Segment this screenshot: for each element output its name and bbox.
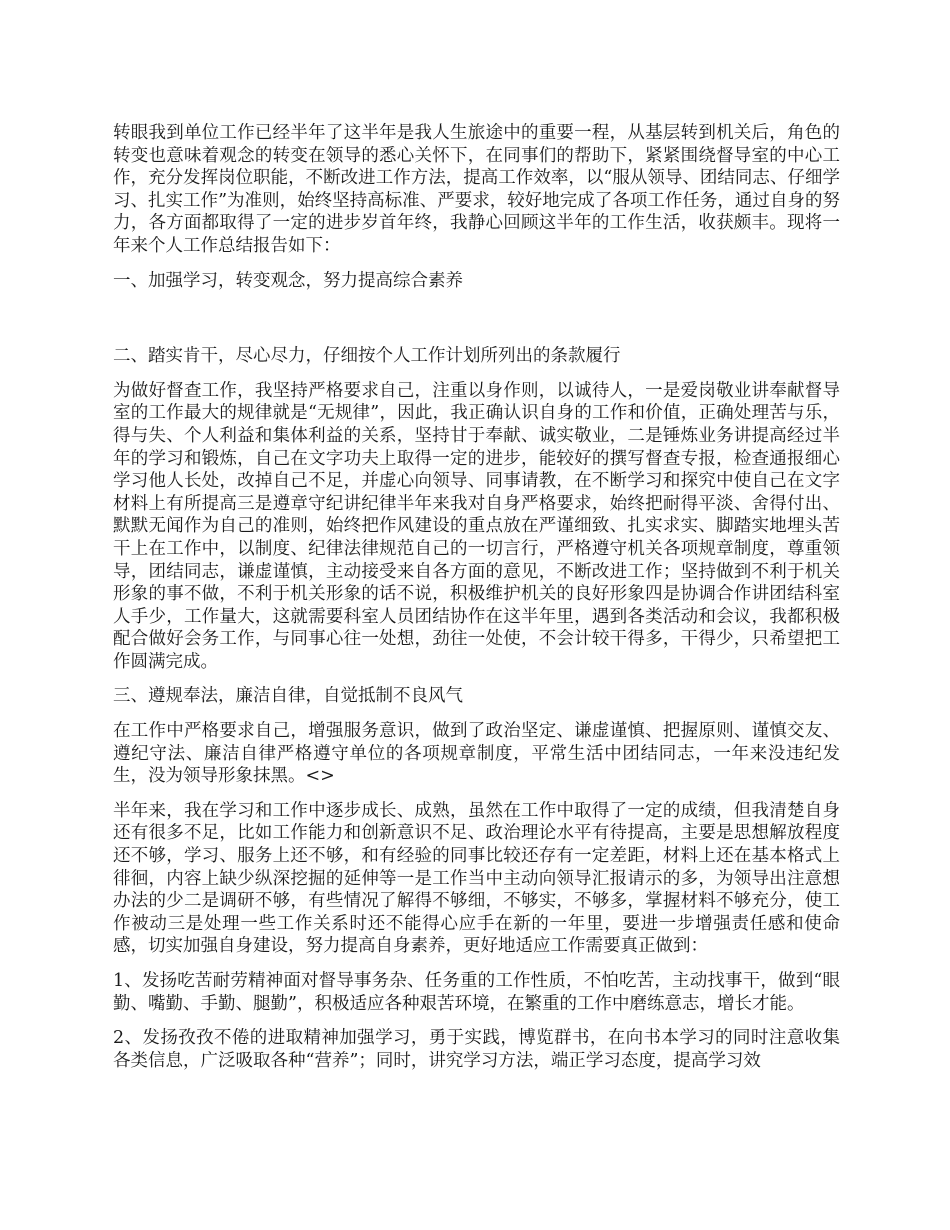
- summary-paragraph: 半年来，我在学习和工作中逐步成长、成熟，虽然在工作中取得了一定的成绩，但我清楚自身还有很多不足，比如工作能力和创新意识不足、政治理论水平有待提高，主要是思想解放程度还不够，学习、服务上还不够，和有经验的同事比较还存有一定差距，材料上还在基本格式上徘徊，内容上缺少纵深挖掘的延伸等一是工作当中主动向领导汇报请示的多，为领导出注意想办法的少二是调研不够，有些情况了解得不够细，不够实，不够多，掌握材料不够充分，使工作被动三是处理一些工作关系时还不能得心应手在新的一年里，要进一步增强责任感和使命感，切实加强自身建设，努力提高自身素养，更好地适应工作需要真正做到：: [113, 800, 840, 957]
- spacer: [113, 292, 840, 345]
- list-item-1: 1、发扬吃苦耐劳精神面对督导事务杂、任务重的工作性质，不怕吃苦，主动找事干，做到“眼勤、嘴勤、手勤、腿勤”，积极适应各种艰苦环境，在繁重的工作中磨练意志，增长才能。: [113, 971, 840, 1014]
- section-heading-2: 二、踏实肯干，尽心尽力，仔细按个人工作计划所列出的条款履行: [113, 346, 621, 367]
- document-body: [113, 122, 840, 1072]
- section-heading-3: 三、遵规奉法，廉洁自律，自觉抵制不良风气: [113, 686, 463, 707]
- section-2-paragraph: 为做好督查工作，我坚持严格要求自己，注重以身作则，以诚待人，一是爱岗敬业讲奉献督导室的工作最大的规律就是“无规律”，因此，我正确认识自身的工作和价值，正确处理苦与乐，得与失、个人利益和集体利益的关系，坚持甘于奉献、诚实敬业，二是锤炼业务讲提高经过半年的学习和锻炼，自己在文字功夫上取得一定的进步，能较好的撰写督查专报，检查通报细心学习他人长处，改掉自己不足，并虚心向领导、同事请教，在不断学习和探究中使自己在文字材料上有所提高三是遵章守纪讲纪律半年来我对自身严格要求，始终把耐得平淡、舍得付出、默默无闻作为自己的准则，始终把作风建设的重点放在严谨细致、扎实求实、脚踏实地埋头苦干上在工作中，以制度、纪律法律规范自己的一切言行，严格遵守机关各项规章制度，尊重领导，团结同志，谦虚谨慎，主动接受来自各方面的意见，不断改进工作；坚持做到不利于机关形象的事不做，不利于机关形象的话不说，积极维护机关的良好形象四是协调合作讲团结科室人手少，工作量大，这就需要科室人员团结协作在这半年里，遇到各类活动和会议，我都积极配合做好会务工作，与同事心往一处想，劲往一处使，不会计较干得多，干得少，只希望把工作圆满完成。: [113, 380, 840, 672]
- section-3-paragraph: 在工作中严格要求自己，增强服务意识，做到了政治坚定、谦虚谨慎、把握原则、谨慎交友、遵纪守法、廉洁自律严格遵守单位的各项规章制度，平常生活中团结同志，一年来没违纪发生，没为领导形象抹黑。<>: [113, 721, 840, 787]
- list-item-2: 2、发扬孜孜不倦的进取精神加强学习，勇于实践，博览群书，在向书本学习的同时注意收集各类信息，广泛吸取各种“营养”；同时，讲究学习方法，端正学习态度，提高学习效: [113, 1028, 840, 1071]
- intro-paragraph: 转眼我到单位工作已经半年了这半年是我人生旅途中的重要一程，从基层转到机关后，角色的转变也意味着观念的转变在领导的悉心关怀下，在同事们的帮助下，紧紧围绕督导室的中心工作，充分发挥岗位职能，不断改进工作方法，提高工作效率，以“服从领导、团结同志、仔细学习、扎实工作”为准则，始终坚持高标准、严要求，较好地完成了各项工作任务，通过自身的努力，各方面都取得了一定的进步岁首年终，我静心回顾这半年的工作生活，收获颇丰。现将一年来个人工作总结报告如下：: [113, 123, 840, 256]
- section-heading-1: 一、加强学习，转变观念，努力提高综合素养: [113, 270, 463, 291]
- spacer: [113, 673, 840, 685]
- spacer: [113, 1015, 840, 1027]
- spacer: [113, 958, 840, 970]
- spacer: [113, 708, 840, 720]
- spacer: [113, 788, 840, 800]
- spacer: [113, 258, 840, 270]
- spacer: [113, 368, 840, 380]
